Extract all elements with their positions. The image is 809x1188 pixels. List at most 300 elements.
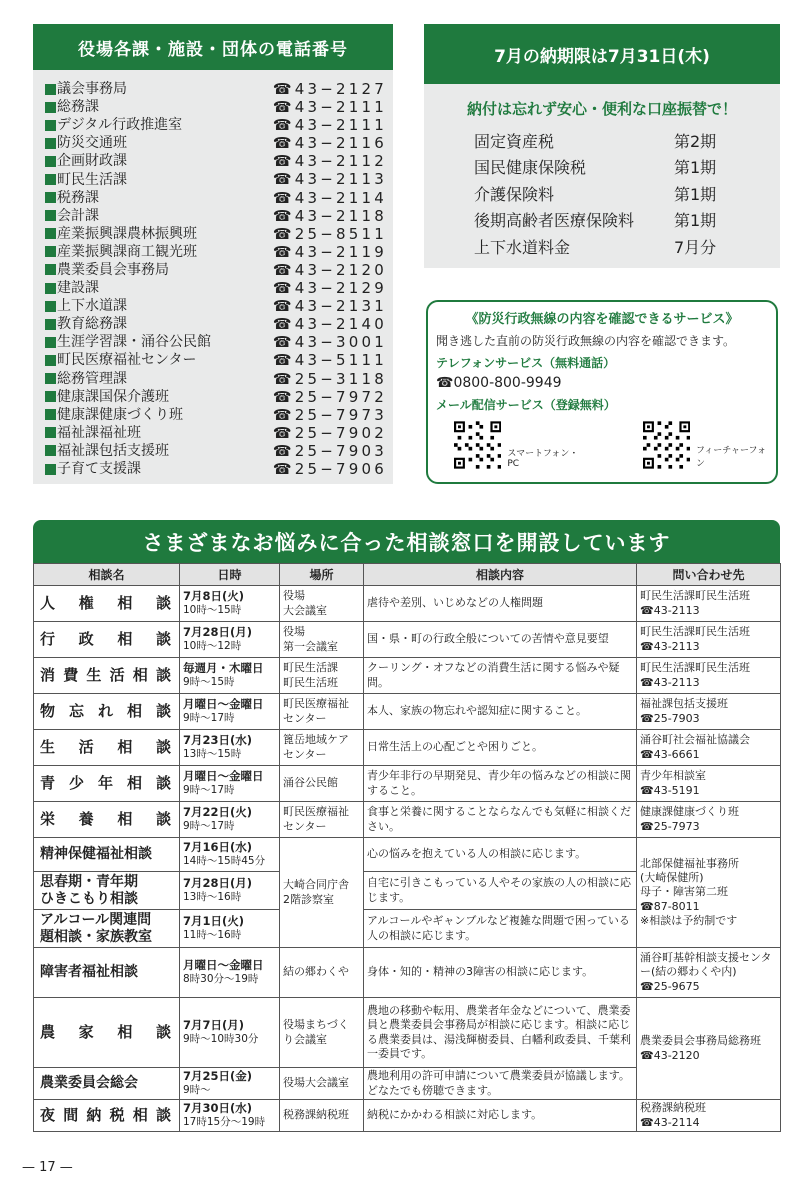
bullet-square-icon — [45, 264, 56, 275]
phone-number-text: 43−2129 — [294, 279, 387, 298]
consultation-date: 7月7日(月) — [183, 1018, 245, 1033]
payment-deadline-panel — [424, 24, 780, 268]
phone-directory-panel — [33, 24, 393, 484]
phone-entry-name — [45, 225, 197, 243]
consultation-place: 町民医療福祉 センター — [280, 802, 364, 838]
phone-entry-name — [45, 189, 99, 207]
consultation-name: 栄養相談 — [34, 802, 180, 838]
phone-icon: ☎ — [272, 387, 295, 406]
phone-icon: ☎ — [272, 333, 295, 352]
consultation-place: 大崎合同庁舎 2階診察室 — [280, 838, 364, 948]
bullet-square-icon — [45, 120, 56, 131]
phone-icon: ☎ — [272, 423, 295, 442]
consultation-name: 農業委員会総会 — [34, 1068, 180, 1100]
consultation-content: アルコールやギャンブルなど複雑な問題で困っている人の相談に応じます。 — [364, 910, 637, 948]
phone-number[interactable] — [273, 297, 387, 315]
consultation-contact: 町民生活課町民生活班 ☎43-2113 — [637, 622, 781, 658]
department-name: 企画財政課 — [57, 153, 127, 170]
department-name: 教育総務課 — [57, 316, 127, 333]
phone-entry — [45, 152, 387, 170]
phone-number-text: 43−2111 — [294, 98, 387, 117]
tax-term: 第2期 — [674, 131, 717, 151]
phone-number[interactable] — [273, 243, 387, 261]
consultation-datetime — [180, 998, 280, 1068]
consultation-date: 7月28日(月) — [183, 625, 253, 640]
phone-entry-name — [45, 116, 182, 134]
consultation-name: 生活相談 — [34, 730, 180, 766]
phone-entry-name — [45, 297, 127, 315]
consultation-time: 10時〜12時 — [183, 640, 242, 653]
department-name: 農業委員会事務局 — [57, 261, 169, 278]
phone-entry-name — [45, 98, 99, 116]
tax-term: 第1期 — [674, 158, 717, 178]
phone-entry — [45, 388, 387, 406]
consultation-time: 9時〜17時 — [183, 784, 235, 797]
column-header: 問い合わせ先 — [637, 564, 781, 586]
telephone-service-number[interactable]: ☎0800-800-9949 — [436, 375, 562, 391]
bullet-square-icon — [45, 102, 56, 113]
phone-icon: ☎ — [272, 224, 295, 243]
bullet-square-icon — [45, 301, 56, 312]
phone-entry-name — [45, 388, 169, 406]
consultation-datetime — [180, 694, 280, 730]
phone-entry-name — [45, 243, 197, 261]
consultation-row — [34, 694, 781, 730]
department-name: 総務管理課 — [57, 370, 127, 387]
department-name: 防災交通班 — [57, 135, 127, 152]
consultation-content: 本人、家族の物忘れや認知症に関すること。 — [364, 694, 637, 730]
phone-icon: ☎ — [272, 279, 295, 298]
department-name: 町民医療福祉センター — [57, 352, 197, 369]
consultation-time: 10時〜15時 — [183, 604, 242, 617]
phone-entry-name — [45, 424, 141, 442]
phone-entry-name — [45, 261, 169, 279]
tax-term: 7月分 — [674, 237, 717, 257]
phone-number[interactable] — [273, 189, 387, 207]
bullet-square-icon — [45, 337, 56, 348]
consultation-datetime — [180, 658, 280, 694]
consultation-time: 9時〜10時30分 — [183, 1033, 259, 1046]
phone-entry — [45, 370, 387, 388]
phone-number-text: 25−7972 — [294, 387, 387, 406]
phone-number[interactable] — [273, 279, 387, 297]
consultation-time: 9時〜17時 — [183, 712, 235, 725]
column-header: 場所 — [280, 564, 364, 586]
department-name: 議会事務局 — [57, 81, 127, 98]
phone-number[interactable] — [273, 442, 387, 460]
consultation-time: 9時〜15時 — [183, 676, 235, 689]
phone-icon: ☎ — [272, 297, 295, 316]
phone-number[interactable] — [273, 333, 387, 351]
tax-name: 後期高齢者医療保険料 — [474, 211, 635, 231]
phone-number[interactable] — [273, 152, 387, 170]
department-name: 町民生活課 — [57, 171, 127, 188]
department-name: 生涯学習課・涌谷公民館 — [57, 334, 211, 351]
phone-icon: ☎ — [272, 315, 295, 334]
consultation-place: 役場 第一会議室 — [280, 622, 364, 658]
consultation-name: 夜間納税相談 — [34, 1100, 180, 1132]
phone-entry — [45, 279, 387, 297]
consultation-date: 毎週月・木曜日 — [183, 661, 264, 676]
consultation-time: 13時〜15時 — [183, 748, 242, 761]
phone-number-text: 43−2127 — [294, 80, 387, 98]
tax-term: 第1期 — [674, 184, 717, 204]
bullet-square-icon — [45, 156, 56, 167]
phone-entry-name — [45, 170, 127, 188]
consultation-datetime — [180, 586, 280, 622]
consultation-content: 心の悩みを抱えている人の相談に応じます。 — [364, 838, 637, 872]
tax-term: 第1期 — [674, 211, 717, 231]
consultation-datetime — [180, 838, 280, 872]
phone-entry-name — [45, 370, 127, 388]
bullet-square-icon — [45, 210, 56, 221]
disaster-radio-service-panel — [426, 300, 778, 484]
tax-name: 固定資産税 — [474, 131, 555, 151]
phone-entry — [45, 80, 387, 98]
consultation-contact: 農業委員会事務局総務班 ☎43-2120 — [637, 998, 781, 1100]
consultation-row — [34, 838, 781, 872]
phone-entry — [45, 460, 387, 478]
consultation-name: 人権相談 — [34, 586, 180, 622]
consultation-content: 農地の移動や転用、農業者年金などについて、農業委員と農業委員会事務局が相談に応じます。相談に応じる農業委員は、湯浅輝樹委員、白幡利政委員、千葉利一委員です。 — [364, 998, 637, 1068]
consultation-name: 農家相談 — [34, 998, 180, 1068]
bullet-square-icon — [45, 427, 56, 438]
phone-icon: ☎ — [272, 351, 295, 370]
consultation-date: 7月16日(水) — [183, 840, 253, 855]
consultation-content: クーリング・オフなどの消費生活に関する悩みや疑問。 — [364, 658, 637, 694]
phone-number[interactable] — [273, 261, 387, 279]
consultation-name: 行政相談 — [34, 622, 180, 658]
tax-name: 国民健康保険税 — [474, 158, 587, 178]
phone-number-text: 43−2119 — [294, 242, 387, 261]
consultation-date: 7月22日(火) — [183, 805, 253, 820]
phone-icon: ☎ — [272, 405, 295, 424]
consultation-place: 税務課納税班 — [280, 1100, 364, 1132]
bullet-square-icon — [45, 283, 56, 294]
phone-entry — [45, 189, 387, 207]
consultation-date: 月曜日〜金曜日 — [183, 769, 264, 784]
phone-number[interactable] — [273, 424, 387, 442]
payment-row — [474, 180, 716, 207]
consultation-title: さまざまなお悩みに合った相談窓口を開設しています — [33, 520, 780, 563]
phone-entry — [45, 442, 387, 460]
phone-number[interactable] — [273, 460, 387, 478]
phone-number-text: 43−2113 — [294, 170, 387, 189]
phone-entry-name — [45, 460, 141, 478]
phone-entry-name — [45, 406, 183, 424]
bullet-square-icon — [45, 138, 56, 149]
phone-number-text: 43−2116 — [294, 134, 387, 153]
phone-entry — [45, 297, 387, 315]
consultation-content: 食事と栄養に関することならなんでも気軽に相談ください。 — [364, 802, 637, 838]
consultation-contact: 福祉課包括支援班 ☎25-7903 — [637, 694, 781, 730]
payment-table — [474, 127, 716, 260]
phone-number-text: 43−2120 — [294, 260, 387, 279]
consultation-row — [34, 998, 781, 1068]
qr-smartphone[interactable] — [454, 419, 583, 471]
bullet-square-icon — [45, 355, 56, 366]
department-name: 健康課健康づくり班 — [57, 406, 183, 423]
phone-number-text: 25−7906 — [294, 459, 387, 478]
phone-number-text: 25−7903 — [294, 441, 387, 460]
phone-entry — [45, 170, 387, 188]
department-name: 産業振興課農林振興班 — [57, 225, 197, 242]
phone-entry-name — [45, 80, 127, 98]
consultation-content: 国・県・町の行政全般についての苦情や意見要望 — [364, 622, 637, 658]
consultation-row — [34, 1100, 781, 1132]
consultation-datetime — [180, 1068, 280, 1100]
consultation-datetime — [180, 872, 280, 910]
phone-number-text: 25−3118 — [294, 369, 387, 388]
phone-icon: ☎ — [272, 441, 295, 460]
qr-featurephone-label: フィーチャーフォン — [696, 446, 767, 469]
consultation-contact: 税務課納税班 ☎43-2114 — [637, 1100, 781, 1132]
consultation-datetime — [180, 730, 280, 766]
qr-featurephone[interactable] — [643, 419, 768, 471]
phone-icon: ☎ — [272, 134, 295, 153]
bullet-square-icon — [45, 373, 56, 384]
phone-icon: ☎ — [272, 116, 295, 135]
phone-number-text: 25−7902 — [294, 423, 387, 442]
consultation-datetime — [180, 802, 280, 838]
phone-number[interactable] — [273, 315, 387, 333]
bullet-square-icon — [45, 192, 56, 203]
consultation-date: 月曜日〜金曜日 — [183, 697, 264, 712]
phone-icon: ☎ — [272, 170, 295, 189]
consultation-place: 役場まちづく り会議室 — [280, 998, 364, 1068]
consultation-contact: 青少年相談室 ☎43-5191 — [637, 766, 781, 802]
phone-icon: ☎ — [272, 188, 295, 207]
tax-name: 上下水道料金 — [474, 237, 571, 257]
consultation-date: 7月28日(月) — [183, 876, 253, 891]
bullet-square-icon — [45, 228, 56, 239]
consultation-table — [33, 563, 781, 1132]
consultation-place: 役場大会議室 — [280, 1068, 364, 1100]
phone-number-text: 43−2112 — [294, 152, 387, 171]
consultation-contact: 涌谷町社会福祉協議会 ☎43-6661 — [637, 730, 781, 766]
phone-entry-name — [45, 315, 127, 333]
qr-code-icon — [643, 419, 690, 471]
consultation-name: 思春期・青年期 ひきこもり相談 — [34, 872, 180, 910]
phone-number[interactable] — [273, 388, 387, 406]
consultation-name: アルコール関連問 題相談・家族教室 — [34, 910, 180, 948]
phone-number[interactable] — [273, 170, 387, 188]
bullet-square-icon — [45, 84, 56, 95]
bullet-square-icon — [45, 246, 56, 257]
phone-entry — [45, 207, 387, 225]
phone-number-text: 43−3001 — [294, 333, 387, 352]
department-name: 総務課 — [57, 99, 99, 116]
consultation-date: 月曜日〜金曜日 — [183, 958, 264, 973]
bullet-square-icon — [45, 391, 56, 402]
service-description: 聞き逃した直前の防災行政無線の内容を確認できます。 — [436, 334, 736, 348]
phone-icon: ☎ — [272, 459, 295, 478]
phone-entry-name — [45, 351, 196, 369]
phone-number-text: 43−2140 — [294, 315, 387, 334]
consultation-place: 篦岳地域ケア センター — [280, 730, 364, 766]
phone-icon: ☎ — [272, 98, 295, 117]
phone-entry — [45, 406, 387, 424]
consultation-place: 町民医療福祉 センター — [280, 694, 364, 730]
phone-entry-name — [45, 207, 99, 225]
phone-number[interactable] — [273, 98, 387, 116]
consultation-contact: 涌谷町基幹相談支援センター(結の郷わくや内) ☎25-9675 — [637, 948, 781, 998]
bullet-square-icon — [45, 319, 56, 330]
consultation-name: 物忘れ相談 — [34, 694, 180, 730]
department-name: 福祉課福祉班 — [57, 424, 141, 441]
consultation-row — [34, 658, 781, 694]
consultation-name: 障害者福祉相談 — [34, 948, 180, 998]
column-header: 相談内容 — [364, 564, 637, 586]
department-name: 税務課 — [57, 189, 99, 206]
consultation-date: 7月30日(水) — [183, 1101, 253, 1116]
consultation-row — [34, 730, 781, 766]
consultation-name: 精神保健福祉相談 — [34, 838, 180, 872]
phone-entry — [45, 424, 387, 442]
phone-entry — [45, 116, 387, 134]
phone-number[interactable] — [273, 134, 387, 152]
bullet-square-icon — [45, 445, 56, 456]
consultation-name: 消費生活相談 — [34, 658, 180, 694]
consultation-row — [34, 948, 781, 998]
consultation-date: 7月8日(火) — [183, 589, 245, 604]
telephone-service-label: テレフォンサービス（無料通話） — [436, 356, 616, 370]
department-name: 上下水道課 — [57, 298, 127, 315]
consultation-content: 身体・知的・精神の3障害の相談に応じます。 — [364, 948, 637, 998]
qr-code-icon — [454, 419, 501, 471]
phone-entry — [45, 351, 387, 369]
consultation-place: 役場 大会議室 — [280, 586, 364, 622]
qr-smartphone-label: スマートフォン・PC — [507, 449, 579, 469]
phone-number-text: 43−2114 — [294, 188, 387, 207]
consultation-date: 7月23日(水) — [183, 733, 253, 748]
column-header: 日時 — [180, 564, 280, 586]
consultation-content: 虐待や差別、いじめなどの人権問題 — [364, 586, 637, 622]
consultation-content: 納税にかかわる相談に対応します。 — [364, 1100, 637, 1132]
consultation-content: 農地利用の許可申請について農業委員が協議します。どなたでも傍聴できます。 — [364, 1068, 637, 1100]
phone-icon: ☎ — [272, 80, 295, 98]
phone-entry-name — [45, 333, 211, 351]
bullet-square-icon — [45, 174, 56, 185]
department-name: 建設課 — [57, 280, 99, 297]
column-header: 相談名 — [34, 564, 180, 586]
consultation-content: 日常生活上の心配ごとや困りごと。 — [364, 730, 637, 766]
consultation-date: 7月25日(金) — [183, 1069, 253, 1084]
consultation-section — [33, 520, 780, 1132]
phone-entry-name — [45, 442, 169, 460]
consultation-time: 9時〜17時 — [183, 820, 235, 833]
consultation-time: 14時〜15時45分 — [183, 855, 266, 868]
consultation-contact: 町民生活課町民生活班 ☎43-2113 — [637, 658, 781, 694]
department-name: 子育て支援課 — [57, 461, 141, 478]
phone-number[interactable] — [273, 406, 387, 424]
consultation-row — [34, 802, 781, 838]
consultation-time: 17時15分〜19時 — [183, 1116, 266, 1129]
payment-row — [474, 127, 716, 154]
phone-entry-name — [45, 134, 127, 152]
phone-number-text: 43−2118 — [294, 206, 387, 225]
phone-number[interactable] — [273, 370, 387, 388]
bullet-square-icon — [45, 464, 56, 475]
phone-number[interactable] — [273, 116, 387, 134]
consultation-time: 9時〜 — [183, 1084, 211, 1097]
phone-entry-name — [45, 152, 127, 170]
consultation-name: 青少年相談 — [34, 766, 180, 802]
phone-entry — [45, 225, 387, 243]
consultation-datetime — [180, 910, 280, 948]
phone-number[interactable] — [273, 225, 387, 243]
department-name: 福祉課包括支援班 — [57, 442, 169, 459]
consultation-datetime — [180, 622, 280, 658]
consultation-row — [34, 586, 781, 622]
phone-icon: ☎ — [272, 206, 295, 225]
phone-entry — [45, 315, 387, 333]
consultation-place: 涌谷公民館 — [280, 766, 364, 802]
phone-number-text: 25−7973 — [294, 405, 387, 424]
consultation-content: 自宅に引きこもっている人やその家族の人の相談に応じます。 — [364, 872, 637, 910]
phone-number[interactable] — [273, 80, 387, 98]
phone-list — [33, 70, 393, 478]
department-name: 健康課国保介護班 — [57, 388, 169, 405]
consultation-time: 13時〜16時 — [183, 891, 242, 904]
phone-entry — [45, 98, 387, 116]
consultation-datetime — [180, 1100, 280, 1132]
consultation-place: 町民生活課 町民生活班 — [280, 658, 364, 694]
phone-icon: ☎ — [272, 369, 295, 388]
page-number: — 17 — — [22, 1160, 73, 1175]
service-title: 《防災行政無線の内容を確認できるサービス》 — [465, 312, 739, 327]
consultation-contact: 健康課健康づくり班 ☎25-7973 — [637, 802, 781, 838]
department-name: 産業振興課商工観光班 — [57, 243, 197, 260]
phone-number-text: 43−5111 — [294, 351, 387, 370]
phone-number[interactable] — [273, 207, 387, 225]
phone-entry-name — [45, 279, 99, 297]
consultation-content: 青少年非行の早期発見、青少年の悩みなどの相談に関すること。 — [364, 766, 637, 802]
consultation-datetime — [180, 948, 280, 998]
payment-subtitle: 納付は忘れず安心・便利な口座振替で！ — [466, 100, 737, 118]
tax-name: 介護保険料 — [474, 184, 555, 204]
payment-row — [474, 154, 716, 181]
consultation-time: 11時〜16時 — [183, 929, 242, 942]
phone-number[interactable] — [273, 351, 387, 369]
consultation-contact: 北部保健福祉事務所 (大崎保健所) 母子・障害第二班 ☎87-8011 ※相談は予約制です — [637, 838, 781, 948]
phone-number-text: 25−8511 — [294, 224, 387, 243]
consultation-row — [34, 622, 781, 658]
phone-number-text: 43−2111 — [294, 116, 387, 135]
consultation-date: 7月1日(火) — [183, 914, 245, 929]
mail-service-label: メール配信サービス（登録無料） — [436, 398, 616, 412]
consultation-time: 8時30分〜19時 — [183, 973, 259, 986]
phone-directory-title: 役場各課・施設・団体の電話番号 — [33, 24, 393, 70]
phone-number-text: 43−2131 — [294, 297, 387, 316]
phone-icon: ☎ — [272, 242, 295, 261]
phone-entry — [45, 134, 387, 152]
phone-icon: ☎ — [272, 152, 295, 171]
phone-entry — [45, 333, 387, 351]
consultation-place: 結の郷わくや — [280, 948, 364, 998]
payment-row — [474, 207, 716, 234]
department-name: 会計課 — [57, 207, 99, 224]
consultation-datetime — [180, 766, 280, 802]
payment-row — [474, 233, 716, 260]
consultation-row — [34, 766, 781, 802]
phone-entry — [45, 243, 387, 261]
bullet-square-icon — [45, 409, 56, 420]
phone-entry — [45, 261, 387, 279]
consultation-contact: 町民生活課町民生活班 ☎43-2113 — [637, 586, 781, 622]
payment-deadline-title: 7月の納期限は7月31日(木) — [424, 24, 780, 84]
department-name: デジタル行政推進室 — [57, 117, 183, 134]
